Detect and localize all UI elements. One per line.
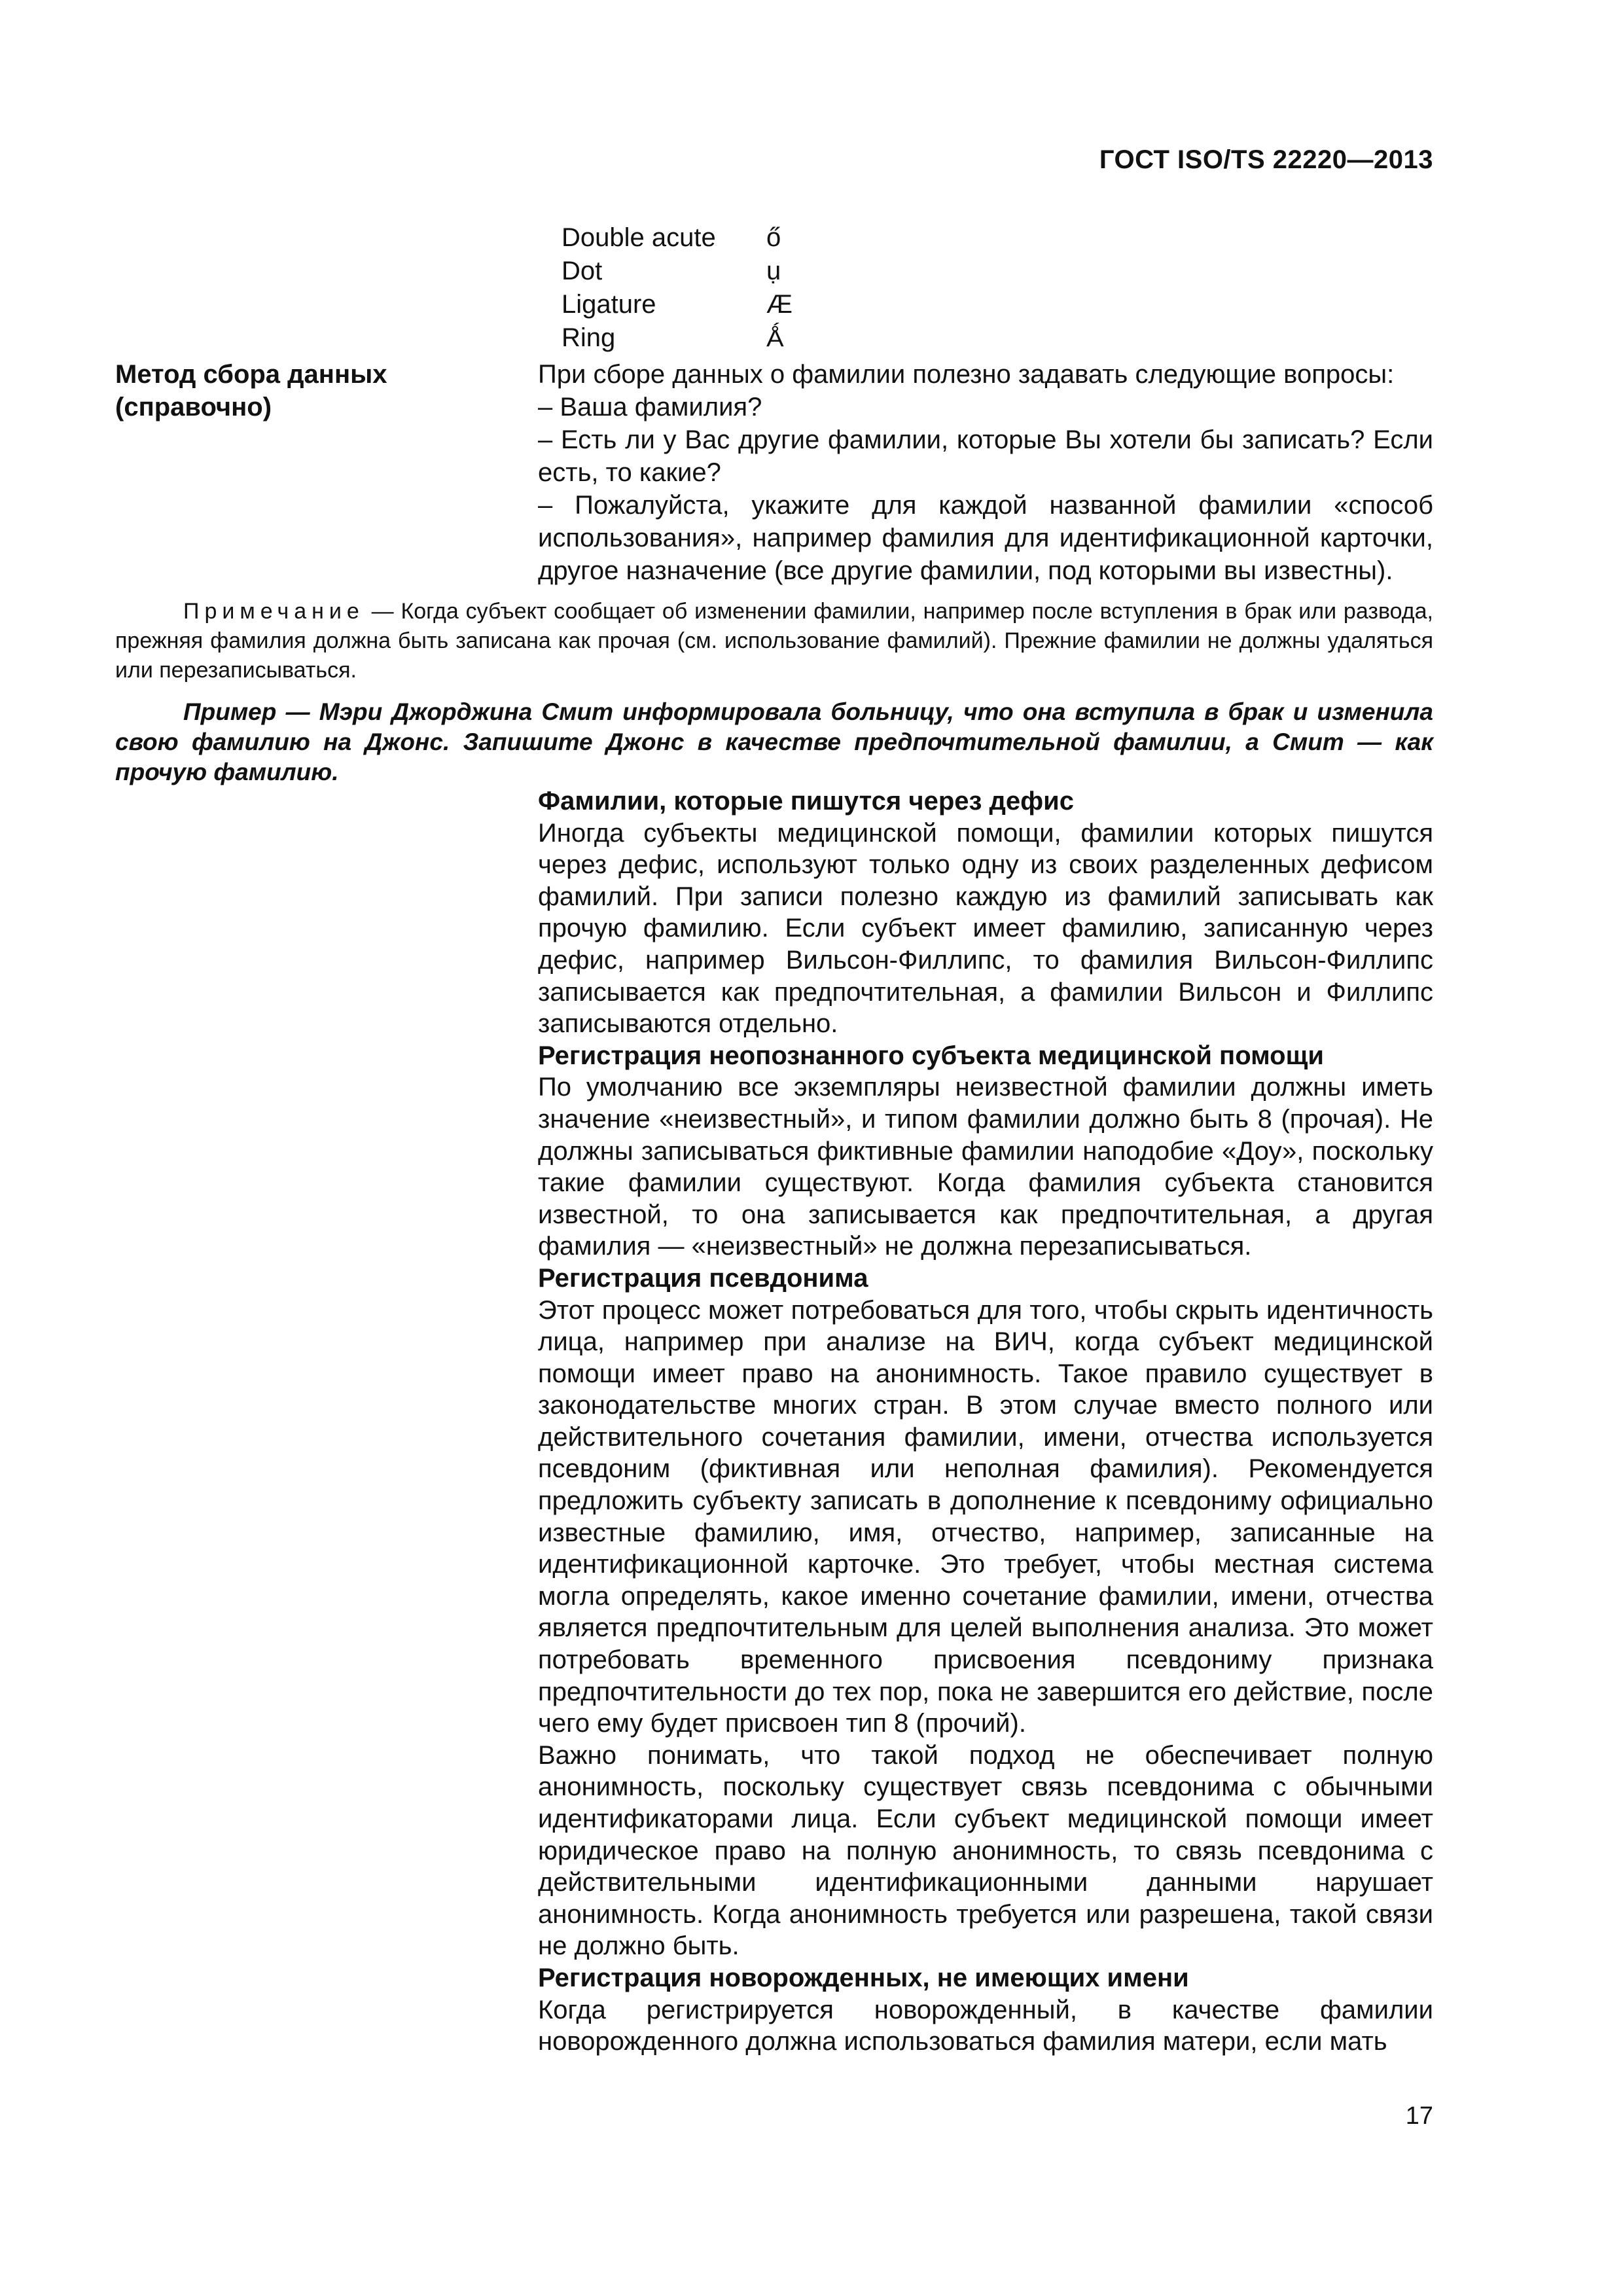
- method-line: При сборе данных о фамилии полезно задавать следующие вопросы:: [538, 360, 1395, 389]
- diacritic-symbol: Ǻ: [766, 323, 784, 352]
- diacritic-row: [562, 255, 793, 288]
- method-line: – Есть ли у Вас другие фамилии, которые Вы хотели бы записать? Если есть, то какие?: [538, 425, 1433, 487]
- diacritic-name: Ligature: [562, 290, 656, 319]
- main-content: [538, 785, 1433, 2058]
- section-text-hyphen: Иногда субъекты медицинской помощи, фамилии которых пишутся через дефис, используют только одну из своих разделенных дефисом фамилий. При записи полезно каждую из фамилий записывать как прочую фамилию. Если субъект имеет фамилию, записанную через дефис, например Вильсон-Филлипс, то фамилия Вильсон-Филлипс записывается как предпочтительная, а фамилии Вильсон и Филлипс записываются отдельно.: [538, 818, 1433, 1039]
- section-title-unknown: Регистрация неопознанного субъекта медицинской помощи: [538, 1041, 1324, 1070]
- method-line: – Пожалуйста, укажите для каждой названной фамилии «способ использования», например фамилия для идентификационной карточки, другое назначение (все другие фамилии, под которыми вы известны).: [538, 491, 1433, 585]
- note-label: Примечание: [183, 599, 365, 624]
- section-title-pseudonym: Регистрация псевдонима: [538, 1263, 868, 1293]
- diacritic-row: [562, 321, 793, 355]
- diacritic-row: [562, 221, 793, 255]
- note-paragraph: [115, 597, 1433, 685]
- section-title-hyphen: Фамилии, которые пишутся через дефис: [538, 787, 1074, 816]
- diacritic-name: Double acute: [562, 223, 716, 252]
- page-number: 17: [1405, 2102, 1433, 2130]
- method-line: – Ваша фамилия?: [538, 393, 762, 422]
- diacritics-table: [562, 221, 793, 355]
- diacritic-symbol: ő: [766, 223, 781, 252]
- method-label-qualifier: (справочно): [115, 393, 272, 422]
- diacritic-symbol: Æ: [766, 290, 793, 319]
- diacritic-symbol: ụ: [766, 257, 781, 285]
- method-label: [115, 358, 455, 423]
- diacritic-row: [562, 288, 793, 321]
- method-label-title: Метод сбора данных: [115, 360, 387, 389]
- document-header: ГОСТ ISO/TS 22220—2013: [1099, 145, 1433, 174]
- method-description: [538, 358, 1433, 587]
- diacritic-name: Ring: [562, 323, 616, 352]
- section-text-unknown: По умолчанию все экземпляры неизвестной фамилии должны иметь значение «неизвестный», и типом фамилии должно быть 8 (прочая). Не должны записываться фиктивные фамилии наподобие «Доу», поскольку такие фамилии существуют. Когда фамилия субъекта становится известной, то она записывается как предпочтительная, а другая фамилия — «неизвестный» не должна перезаписываться.: [538, 1073, 1433, 1261]
- section-title-newborn: Регистрация новорожденных, не имеющих имени: [538, 1963, 1189, 1992]
- section-text-newborn: Когда регистрируется новорожденный, в качестве фамилии новорожденного должна использоваться фамилия матери, если мать: [538, 1995, 1433, 2056]
- note-text: — Когда субъект сообщает об изменении фамилии, например после вступления в брак или развода, прежняя фамилия должна быть записана как прочая (см. использование фамилий). Прежние фамилии не должны удаляться или перезаписываться.: [115, 599, 1433, 683]
- section-text-pseudonym-2: Важно понимать, что такой подход не обеспечивает полную анонимность, поскольку существует связь псевдонима с обычными идентификаторами лица. Если субъект медицинской помощи имеет юридическое право на полную анонимность, то связь псевдонима с действительными идентификационными данными нарушает анонимность. Когда анонимность требуется или разрешена, такой связи не должно быть.: [538, 1740, 1433, 1961]
- section-text-pseudonym-1: Этот процесс может потребоваться для того, чтобы скрыть идентичность лица, например при анализе на ВИЧ, когда субъект медицинской помощи имеет право на анонимность. Такое правило существует в законодательстве многих стран. В этом случае вместо полного или действительного сочетания фамилии, имени, отчества используется псевдоним (фиктивная или неполная фамилия). Рекомендуется предложить субъекту записать в дополнение к псевдониму официально известные фамилию, имя, отчество, например, записанные на идентификационной карточке. Это требует, чтобы местная система могла определять, какое именно сочетание фамилии, имени, отчества является предпочтительным для целей выполнения анализа. Это может потребовать временного присвоения псевдониму признака предпочтительности до тех пор, пока не завершится его действие, после чего ему будет присвоен тип 8 (прочий).: [538, 1295, 1433, 1738]
- example-paragraph: Пример — Мэри Джорджина Смит информировала больницу, что она вступила в брак и изменила свою фамилию на Джонс. Запишите Джонс в качестве предпочтительной фамилии, а Смит — как прочую фамилию.: [115, 698, 1433, 785]
- diacritic-name: Dot: [562, 257, 603, 285]
